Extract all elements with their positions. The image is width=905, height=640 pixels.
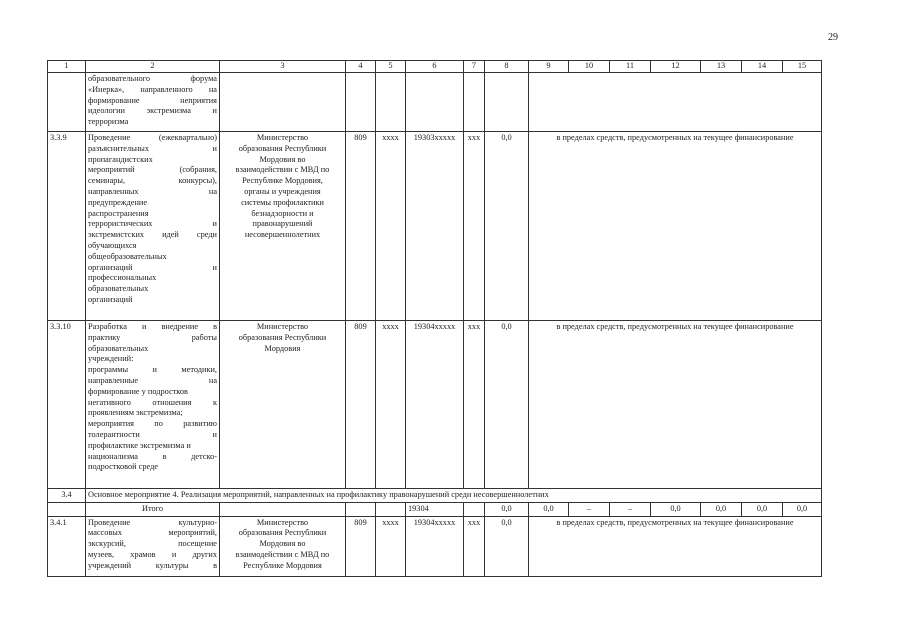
executor-text-line: безнадзорности и [251,208,314,218]
financing-cell: в пределах средств, предусмотренных на текущее финансирование [529,321,822,489]
empty-cell [464,73,485,132]
measure-text-line: терроризма [88,117,129,127]
measure-text-line: пропагандистских [88,154,153,164]
measure-text-line: направленные на [88,375,217,385]
row-number-cell: 3.3.10 [48,321,86,489]
measure-text-line: Разработка и внедрение в [88,322,217,331]
header-cell: 14 [742,61,783,73]
table-row-total [48,502,822,516]
empty-cell [376,502,406,516]
executor-text-line: Республике Мордовия [243,560,322,570]
measure-text-line: формирование у подростков [88,386,188,396]
measure-text-line: толерантности и [88,429,217,439]
header-cell: 9 [529,61,569,73]
total-col11: – [610,502,651,516]
col6-cell: 19303ххххх [406,132,464,321]
col7-cell: ххх [464,516,485,576]
table-row-3-3-10 [48,321,822,489]
col6-cell: 19304ххххх [406,516,464,576]
total-col9: 0,0 [529,502,569,516]
col5-cell: хххх [376,516,406,576]
header-cell: 5 [376,61,406,73]
executor-text-line: образования Республики [238,528,327,538]
header-cell: 8 [485,61,529,73]
total-col15: 0,0 [783,502,822,516]
executor-text-line: Мордовия [264,343,301,353]
measure-text-line: семинары, конкурсы), [88,176,217,186]
measure-text-line: экскурсий, посещение [88,539,217,549]
program-table [47,60,822,577]
table-row-3-3-9 [48,132,822,321]
header-cell: 4 [346,61,376,73]
executor-cell [220,321,346,489]
empty-cell [346,73,376,132]
measure-name-cell [86,132,220,321]
total-label: Итого [86,502,220,516]
executor-cell [220,132,346,321]
measure-text-line: Проведение (ежеквартально) [88,133,217,142]
executor-text-line: Министерство [256,322,309,331]
measure-name-cell [86,321,220,489]
header-cell: 15 [783,61,822,73]
col8-cell: 0,0 [485,132,529,321]
empty-cell [464,502,485,516]
executor-text-line: взаимодействии с МВД по [235,165,330,175]
measure-text-line: негативного отношения к [88,397,217,407]
measure-text-line: мероприятия по развитию [88,419,217,429]
total-col14: 0,0 [742,502,783,516]
row-number-cell: 3.3.9 [48,132,86,321]
col7-cell: ххх [464,132,485,321]
measure-text-line: идеологии экстремизма и [88,106,217,116]
executor-text-line: Мордовия во [259,539,306,549]
measure-text-line: экстремистских идей среди [88,230,217,240]
measure-text-line: подростковой среде [88,462,158,472]
header-cell: 11 [610,61,651,73]
header-cell: 7 [464,61,485,73]
col8-cell: 0,0 [485,516,529,576]
executor-text-line: несовершеннолетних [244,230,321,240]
header-cell: 6 [406,61,464,73]
measure-text-line: массовых мероприятий, [88,528,217,538]
measure-name-cell [86,516,220,576]
financing-cell: в пределах средств, предусмотренных на текущее финансирование [529,516,822,576]
financing-cell: в пределах средств, предусмотренных на текущее финансирование [529,132,822,321]
measure-text-line: разъяснительных и [88,143,217,153]
table-row-3-4-1 [48,516,822,576]
measure-text-line: профессиональных [88,273,157,283]
col7-cell: ххх [464,321,485,489]
measure-text-line: проявлениям экстремизма; [88,408,183,418]
measure-text-line: организаций и [88,262,217,272]
executor-text-line: органы и учреждения [244,186,321,196]
financing-cell [529,73,822,132]
measure-text-line: мероприятий (собрания, [88,165,217,175]
empty-cell [376,73,406,132]
executor-text-line: образования Республики [238,332,327,342]
measure-text-line: организаций [88,294,133,304]
col4-cell: 809 [346,321,376,489]
executor-text-line: системы профилактики [241,197,324,207]
total-col10: – [569,502,610,516]
empty-cell [48,502,86,516]
total-col12: 0,0 [651,502,701,516]
col8-cell: 0,0 [485,321,529,489]
executor-text-line: Мордовия во [259,154,306,164]
measure-text-line: террористических и [88,219,217,229]
executor-text-line: взаимодействии с МВД по [235,549,330,559]
executor-text-line: образования Республики [238,143,327,153]
measure-text-line: предупреждение [88,197,148,207]
header-cell: 10 [569,61,610,73]
measure-text-line: музеев, храмов и других [88,549,217,559]
total-col13: 0,0 [701,502,742,516]
main-measure-title: Основное мероприятие 4. Реализация мероприятий, направленных на профилактику правонарушений среди несовершеннолетних [86,489,822,503]
total-col6: 19304 [406,502,464,516]
page-number: 29 [828,32,838,43]
col5-cell: хххх [376,321,406,489]
measure-text-line: общеобразовательных [88,251,167,261]
header-cell: 2 [86,61,220,73]
measure-text-line: Проведение культурно- [88,517,217,527]
measure-text-line: учреждений культуры в [88,560,217,570]
empty-cell [406,73,464,132]
executor-text-line: Республике Мордовия, [242,176,323,186]
executor-text-line: правонарушений [252,219,313,229]
col6-cell: 19304ххххх [406,321,464,489]
measure-text-line: образовательных [88,284,149,294]
measure-text-line: обучающихся [88,240,137,250]
executor-cell [220,73,346,132]
header-cell: 13 [701,61,742,73]
measure-text-line: образовательных [88,343,149,353]
row-number-cell: 3.4 [48,489,86,503]
row-number-cell [48,73,86,132]
total-col8: 0,0 [485,502,529,516]
measure-text-line: распространения [88,208,149,218]
measure-text-line: практику работы [88,332,217,342]
empty-cell [346,502,376,516]
executor-text-line: Министерство [256,133,309,142]
empty-cell [220,502,346,516]
header-cell: 12 [651,61,701,73]
measure-text-line: профилактике экстремизма и [88,440,191,450]
measure-text-line: «Инерка», направленного на [88,84,217,94]
col4-cell: 809 [346,132,376,321]
row-number-cell: 3.4.1 [48,516,86,576]
col5-cell: хххх [376,132,406,321]
executor-cell [220,516,346,576]
measure-text-line: национализма в детско- [88,451,217,461]
header-cell: 1 [48,61,86,73]
executor-text-line: Министерство [256,517,309,527]
measure-text-line: формирование неприятия [88,95,217,105]
measure-text-line: образовательного форума [88,74,217,83]
empty-cell [485,73,529,132]
table-row-continuation [48,73,822,132]
measure-text-line: направленных на [88,186,217,196]
header-row [48,61,822,73]
measure-text-line: программы и методики, [88,365,217,375]
table-row-3-4 [48,489,822,503]
col4-cell: 809 [346,516,376,576]
header-cell: 3 [220,61,346,73]
measure-name-cell [86,73,220,132]
measure-text-line: учреждений: [88,354,134,364]
